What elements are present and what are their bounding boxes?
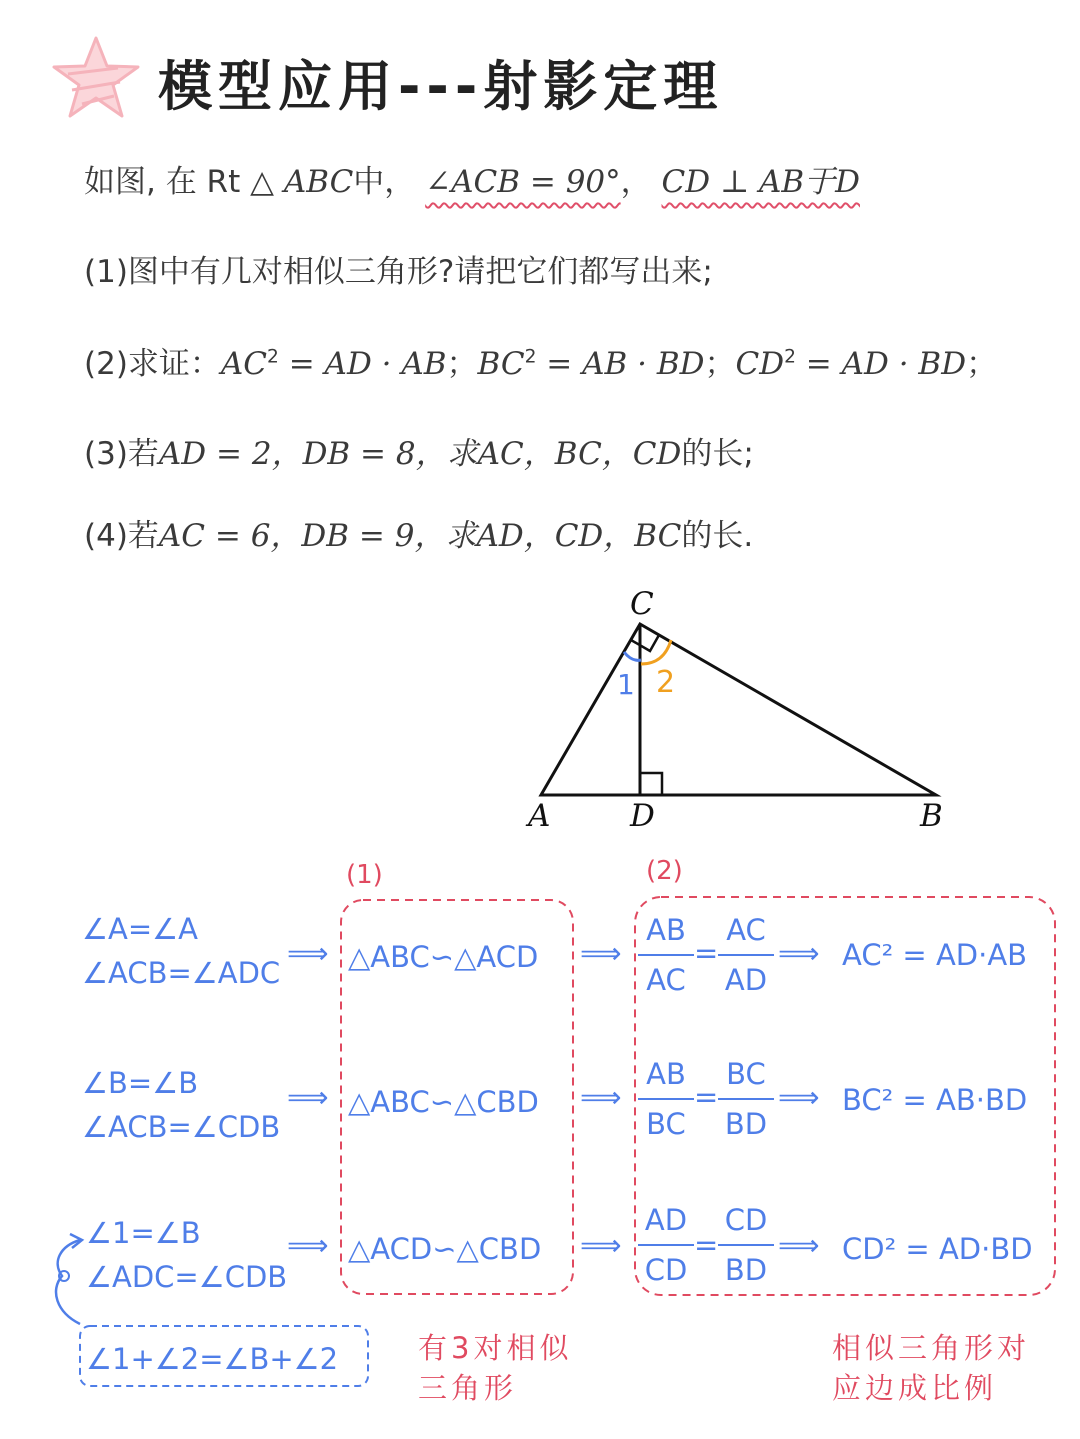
row2-similar: △ABC∽△CBD: [348, 1085, 539, 1119]
angle-2-label: 2: [656, 665, 676, 700]
row1-arrow-icon: ⟹: [287, 936, 329, 970]
row2-equals: =: [694, 1080, 719, 1114]
angle-condition: ∠ACB = 90°: [425, 164, 621, 200]
angle-sum-note: ∠1+∠2=∠B+∠2: [86, 1342, 339, 1376]
label-d: D: [630, 798, 655, 834]
row3-arrow3-icon: ⟹: [778, 1228, 820, 1262]
label-c: C: [630, 586, 654, 622]
row1-equals: =: [694, 936, 719, 970]
label-b: B: [920, 798, 943, 834]
curved-arrow-icon: [56, 1240, 80, 1324]
row1-arrow3-icon: ⟹: [778, 936, 820, 970]
row2-result: BC² = AB·BD: [842, 1083, 1028, 1117]
angle-1-label: 1: [617, 668, 635, 701]
row3-frac2: CD BD: [718, 1206, 774, 1285]
row2-arrow3-icon: ⟹: [778, 1080, 820, 1114]
row2-frac1: AB BC: [638, 1060, 694, 1139]
row1-cond1: ∠A=∠A: [82, 912, 198, 946]
part-2-label: (2): [646, 856, 683, 886]
row1-frac1: AB AC: [638, 916, 694, 995]
row2-cond2: ∠ACB=∠CDB: [82, 1110, 281, 1144]
part-1-label: (1): [346, 860, 383, 890]
row2-frac2: BC BD: [718, 1060, 774, 1139]
row3-cond1: ∠1=∠B: [86, 1216, 201, 1250]
note-proportion-line1: 相似三角形对: [832, 1331, 1031, 1365]
label-a: A: [528, 798, 551, 834]
row2-arrow2-icon: ⟹: [580, 1080, 622, 1114]
row3-cond2: ∠ADC=∠CDB: [86, 1260, 288, 1294]
question-1: (1)图中有几对相似三角形?请把它们都写出来;: [84, 254, 713, 290]
question-intro: 如图, 在 Rt △ ABC中， ∠ACB = 90°， CD ⊥ AB于D: [84, 164, 860, 200]
row3-frac1: AD CD: [638, 1206, 694, 1285]
row1-similar: △ABC∽△ACD: [348, 940, 539, 974]
note-similar-count-line2: 三角形: [418, 1371, 518, 1405]
row2-arrow-icon: ⟹: [287, 1080, 329, 1114]
row3-similar: △ACD∽△CBD: [348, 1232, 542, 1266]
page-title: 模型应用---射影定理: [158, 55, 724, 118]
row3-arrow-icon: ⟹: [287, 1228, 329, 1262]
note-proportion-line2: 应边成比例: [832, 1371, 998, 1405]
row3-result: CD² = AD·BD: [842, 1232, 1033, 1266]
row1-frac2: AC AD: [718, 916, 774, 995]
perpendicular-condition: CD ⊥ AB于D: [661, 164, 860, 200]
row3-equals: =: [694, 1228, 719, 1262]
row2-cond1: ∠B=∠B: [82, 1066, 199, 1100]
note-similar-count-line1: 有3对相似: [418, 1331, 573, 1365]
question-4: (4)若AC = 6，DB = 9，求AD，CD，BC的长.: [84, 518, 754, 554]
question-3: (3)若AD = 2，DB = 8，求AC，BC，CD的长;: [84, 436, 754, 472]
question-2: (2)求证：$AC^2$ = AD · AB；$BC^2$ = AB · BD；$CD^2$ = AD · BD；: [84, 346, 998, 382]
row1-cond2: ∠ACB=∠ADC: [82, 956, 281, 990]
row3-arrow2-icon: ⟹: [580, 1228, 622, 1262]
row1-arrow2-icon: ⟹: [580, 936, 622, 970]
row1-result: AC² = AD·AB: [842, 938, 1028, 972]
